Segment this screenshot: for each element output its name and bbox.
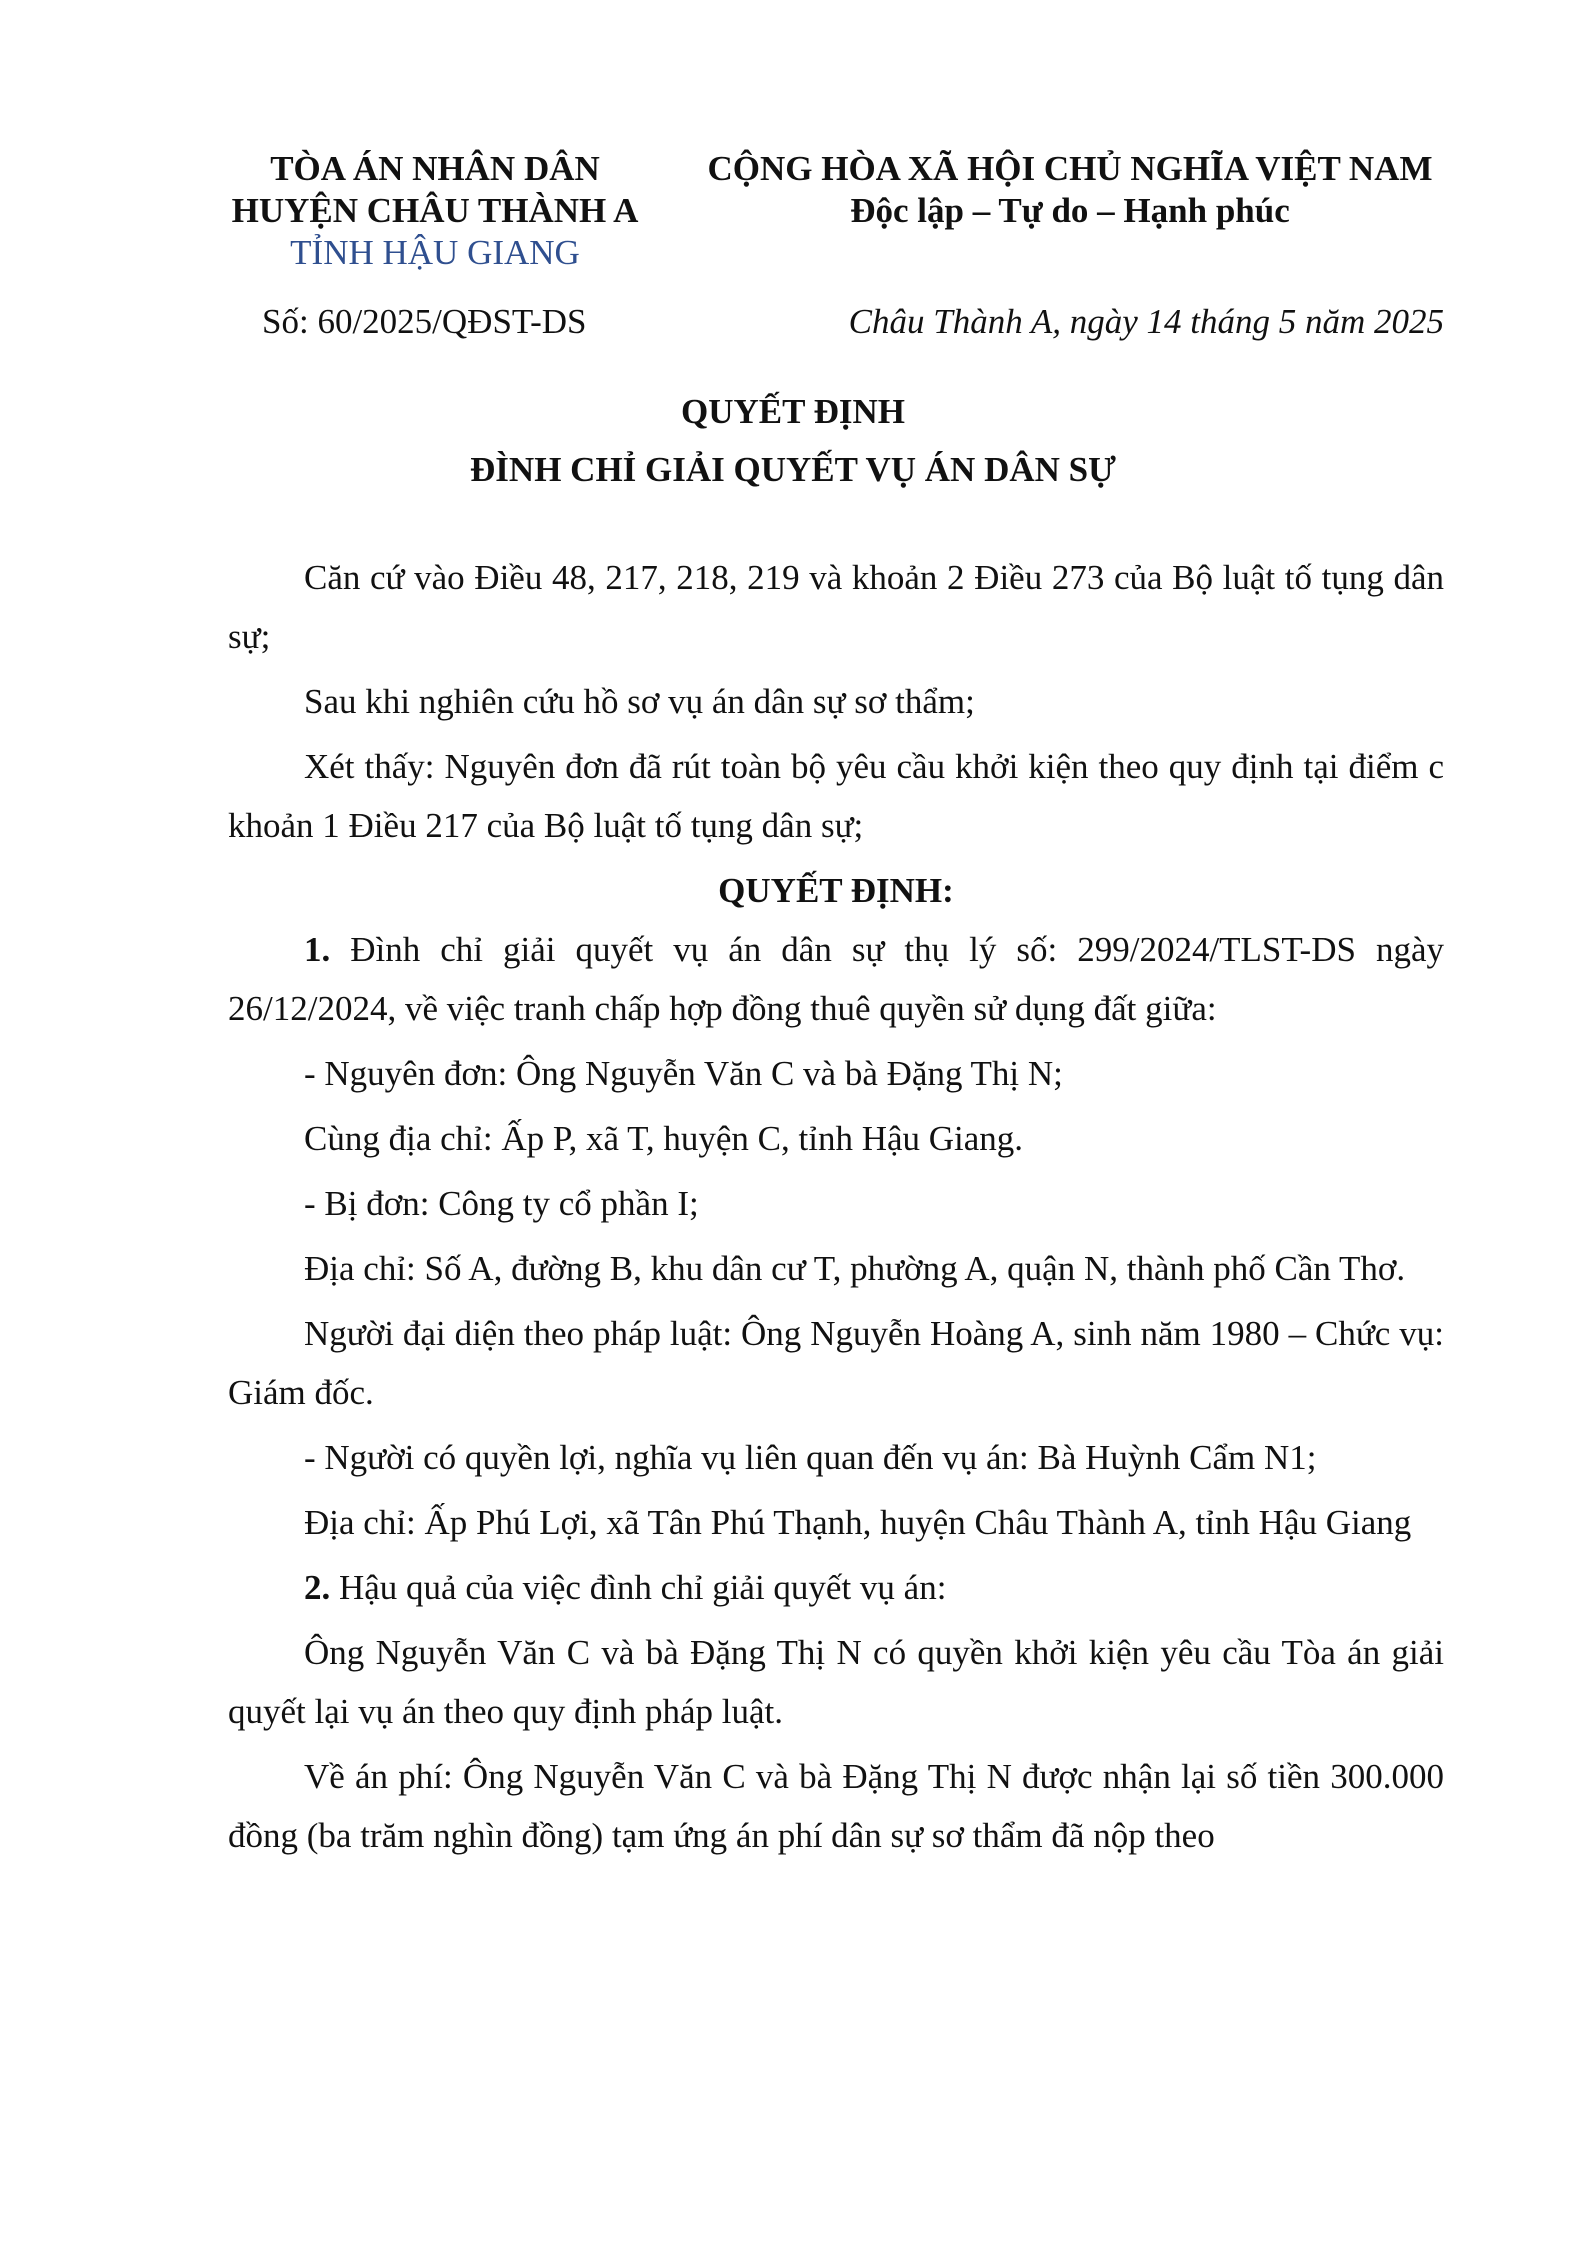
court-name-block	[200, 148, 670, 274]
item-2-number: 2.	[304, 1568, 331, 1607]
review-statement: Sau khi nghiên cứu hồ sơ vụ án dân sự sơ thẩm;	[304, 682, 975, 721]
nation-motto: Độc lập – Tự do – Hạnh phúc	[850, 191, 1290, 230]
place-date: Châu Thành A, ngày 14 tháng 5 năm 2025	[848, 302, 1444, 341]
related-party: - Người có quyền lợi, nghĩa vụ liên quan đến vụ án: Bà Huỳnh Cẩm N1;	[304, 1438, 1317, 1477]
finding: Xét thấy: Nguyên đơn đã rút toàn bộ yêu cầu khởi kiện theo quy định tại điểm c khoản 1 Điều 217 của Bộ luật tố tụng dân sự;	[228, 747, 1444, 845]
court-province: TỈNH HẬU GIANG	[290, 233, 580, 272]
plaintiff: - Nguyên đơn: Ông Nguyễn Văn C và bà Đặng Thị N;	[304, 1054, 1063, 1093]
court-name-line2: HUYỆN CHÂU THÀNH A	[231, 191, 639, 230]
nation-name: CỘNG HÒA XÃ HỘI CHỦ NGHĨA VIỆT NAM	[707, 149, 1433, 188]
court-name-line1: TÒA ÁN NHÂN DÂN	[270, 149, 600, 188]
item-2-text: Hậu quả của việc đình chỉ giải quyết vụ án:	[330, 1568, 947, 1607]
national-motto-block	[690, 148, 1450, 232]
related-party-address: Địa chỉ: Ấp Phú Lợi, xã Tân Phú Thạnh, huyện Châu Thành A, tỉnh Hậu Giang	[304, 1503, 1412, 1542]
consequence: Ông Nguyễn Văn C và bà Đặng Thị N có quyền khởi kiện yêu cầu Tòa án giải quyết lại vụ án theo quy định pháp luật.	[228, 1633, 1444, 1731]
item-1-number: 1.	[304, 930, 331, 969]
decision-heading: QUYẾT ĐỊNH:	[718, 871, 954, 910]
document-title	[0, 383, 1586, 499]
decision-item-2	[228, 1558, 1444, 1617]
plaintiff-address: Cùng địa chỉ: Ấp P, xã T, huyện C, tỉnh Hậu Giang.	[304, 1119, 1024, 1158]
decision-item-1	[228, 920, 1444, 1038]
item-1-text: Đình chỉ giải quyết vụ án dân sự thụ lý số: 299/2024/TLST-DS ngày 26/12/2024, về việc tranh chấp hợp đồng thuê quyền sử dụng đất giữa:	[228, 930, 1444, 1028]
legal-basis: Căn cứ vào Điều 48, 217, 218, 219 và khoản 2 Điều 273 của Bộ luật tố tụng dân sự;	[228, 558, 1444, 656]
title-line1: QUYẾT ĐỊNH	[681, 392, 905, 431]
legal-representative: Người đại diện theo pháp luật: Ông Nguyễn Hoàng A, sinh năm 1980 – Chức vụ: Giám đốc.	[228, 1314, 1444, 1412]
defendant: - Bị đơn: Công ty cổ phần I;	[304, 1184, 699, 1223]
document-number: Số: 60/2025/QĐST-DS	[262, 302, 587, 341]
defendant-address: Địa chỉ: Số A, đường B, khu dân cư T, phường A, quận N, thành phố Cần Thơ.	[304, 1249, 1406, 1288]
court-fee: Về án phí: Ông Nguyễn Văn C và bà Đặng Thị N được nhận lại số tiền 300.000 đồng (ba trăm nghìn đồng) tạm ứng án phí dân sự sơ thẩm đã nộp theo	[228, 1757, 1444, 1855]
title-line2: ĐÌNH CHỈ GIẢI QUYẾT VỤ ÁN DÂN SỰ	[470, 450, 1116, 489]
document-body	[228, 548, 1444, 1871]
